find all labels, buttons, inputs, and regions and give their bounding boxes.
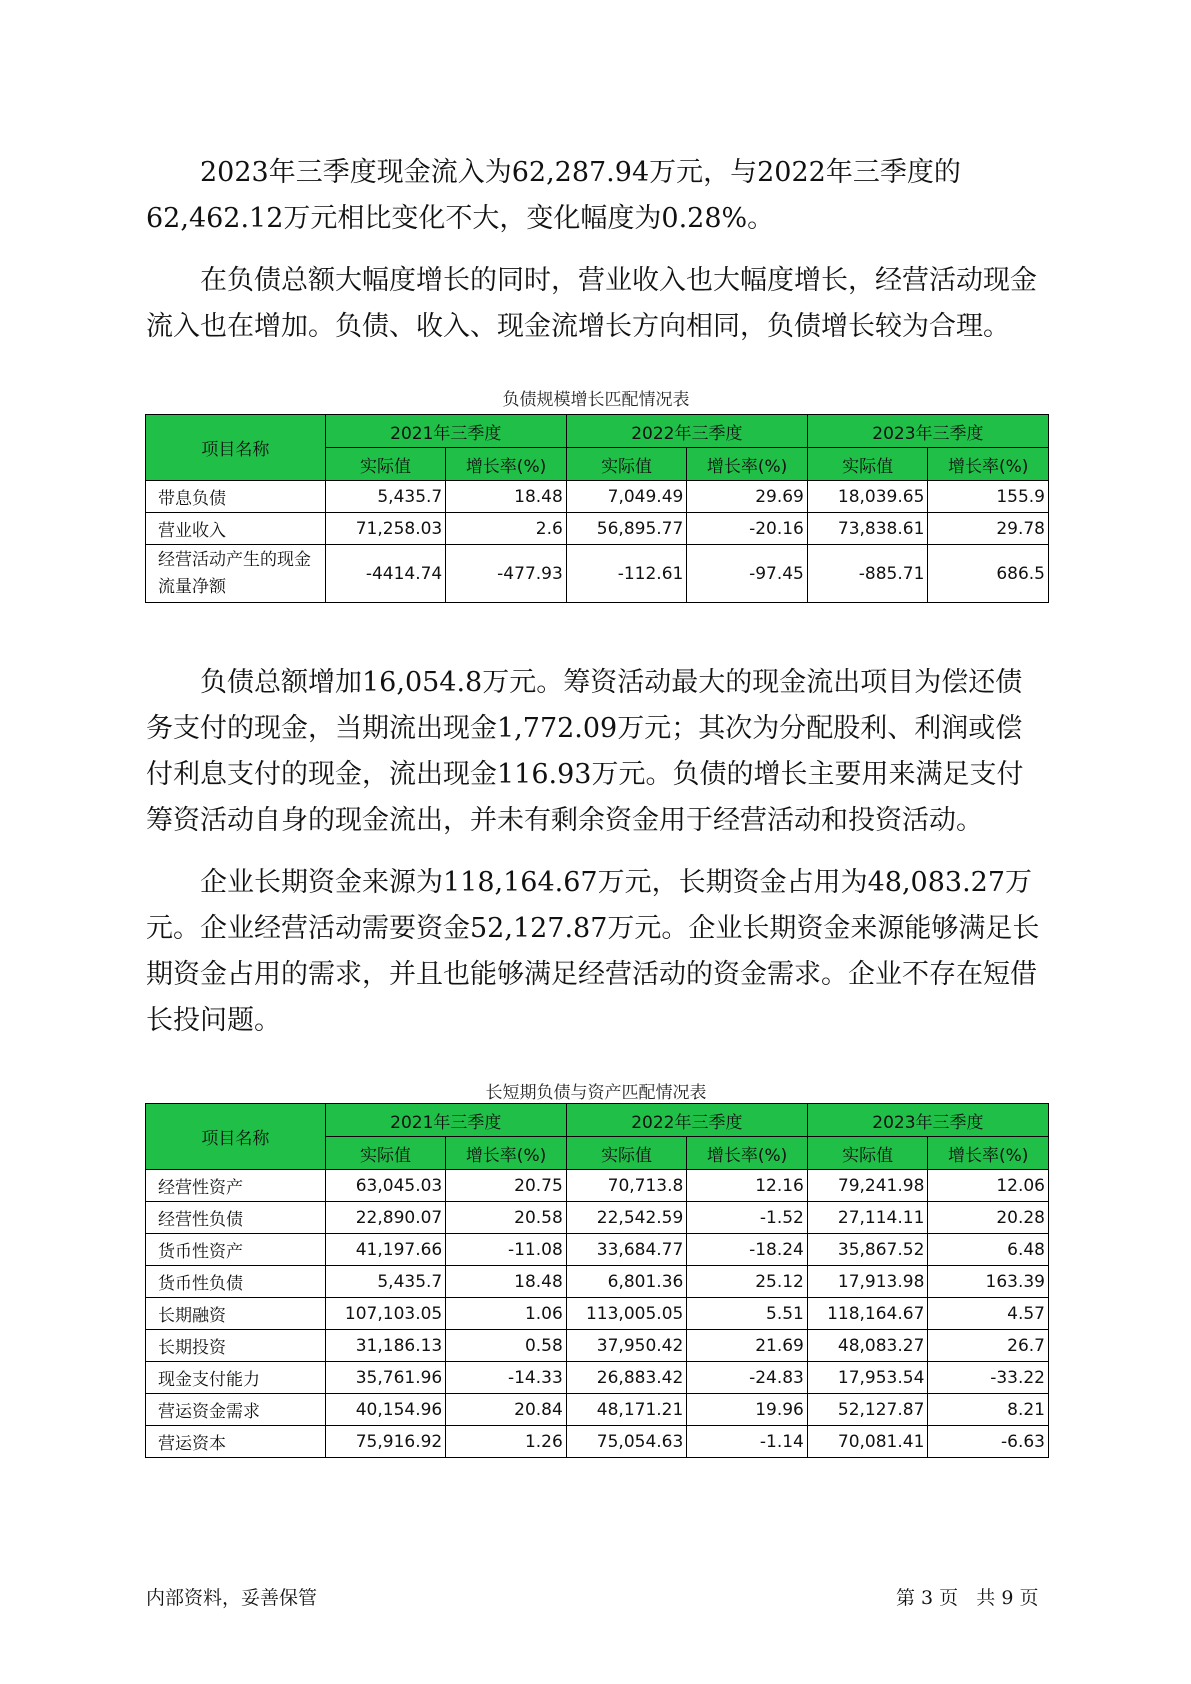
cell-actual-value: 26,883.42 [566, 1362, 687, 1394]
cell-actual-value: 37,950.42 [566, 1330, 687, 1362]
column-header-period: 2021年三季度 [325, 1104, 566, 1137]
cell-growth-rate: 26.7 [928, 1330, 1049, 1362]
cell-growth-rate: 1.06 [446, 1298, 567, 1330]
row-item-name: 长期投资 [146, 1330, 326, 1362]
cell-growth-rate: 5.51 [687, 1298, 808, 1330]
cell-growth-rate: 686.5 [928, 545, 1049, 603]
cell-actual-value: 5,435.7 [325, 1266, 446, 1298]
table-row [146, 1394, 1049, 1426]
cell-actual-value: 75,054.63 [566, 1426, 687, 1458]
table-row [146, 1234, 1049, 1266]
cell-actual-value: -112.61 [566, 545, 687, 603]
cell-actual-value: 17,953.54 [807, 1362, 928, 1394]
cell-growth-rate: -477.93 [446, 545, 567, 603]
cell-actual-value: 56,895.77 [566, 513, 687, 545]
column-header-item-name: 项目名称 [146, 1104, 326, 1170]
row-item-name: 营运资金需求 [146, 1394, 326, 1426]
table-row [146, 481, 1049, 513]
asset-liability-match-table [145, 1103, 1049, 1458]
cell-growth-rate: 12.16 [687, 1170, 808, 1202]
table-row [146, 1426, 1049, 1458]
cell-growth-rate: 25.12 [687, 1266, 808, 1298]
cell-growth-rate: 20.28 [928, 1202, 1049, 1234]
cell-growth-rate: 19.96 [687, 1394, 808, 1426]
row-item-name: 经营活动产生的现金流量净额 [146, 545, 326, 603]
cell-growth-rate: 155.9 [928, 481, 1049, 513]
cell-growth-rate: -20.16 [687, 513, 808, 545]
column-header-actual-value: 实际值 [807, 448, 928, 481]
cell-actual-value: -885.71 [807, 545, 928, 603]
debt-scale-table [145, 414, 1049, 603]
cell-growth-rate: -1.52 [687, 1202, 808, 1234]
table-row [146, 513, 1049, 545]
paragraph-debt-growth: 在负债总额大幅度增长的同时，营业收入也大幅度增长，经营活动现金流入也在增加。负债、收入、现金流增长方向相同，负债增长较为合理。 [146, 265, 1037, 342]
cell-actual-value: 113,005.05 [566, 1298, 687, 1330]
row-item-name: 货币性负债 [146, 1266, 326, 1298]
cell-growth-rate: 6.48 [928, 1234, 1049, 1266]
footer-page-number: 第 3 页 共 9 页 [896, 1587, 1039, 1609]
column-header-period: 2021年三季度 [325, 415, 566, 448]
table-row [146, 1298, 1049, 1330]
column-header-period: 2022年三季度 [566, 1104, 807, 1137]
cell-actual-value: 48,171.21 [566, 1394, 687, 1426]
cell-growth-rate: 1.26 [446, 1426, 567, 1458]
footer-confidential-note: 内部资料，妥善保管 [146, 1587, 318, 1609]
cell-actual-value: 118,164.67 [807, 1298, 928, 1330]
table1-caption: 负债规模增长匹配情况表 [502, 390, 690, 410]
column-header-actual-value: 实际值 [566, 448, 687, 481]
table-row [146, 545, 1049, 603]
column-header-growth-rate: 增长率(%) [687, 1137, 808, 1170]
table-row [146, 1330, 1049, 1362]
row-item-name: 现金支付能力 [146, 1362, 326, 1394]
paragraph-long-term-funds: 企业长期资金来源为118,164.67万元，长期资金占用为48,083.27万元。企业经营活动需要资金52,127.87万元。企业长期资金来源能够满足长期资金占用的需求，并且也能够满足经营活动的资金需求。企业不存在短借长投问题。 [146, 867, 1040, 1036]
cell-actual-value: 31,186.13 [325, 1330, 446, 1362]
cell-actual-value: 48,083.27 [807, 1330, 928, 1362]
cell-actual-value: 18,039.65 [807, 481, 928, 513]
cell-actual-value: 5,435.7 [325, 481, 446, 513]
column-header-actual-value: 实际值 [325, 1137, 446, 1170]
cell-actual-value: 70,713.8 [566, 1170, 687, 1202]
cell-growth-rate: -1.14 [687, 1426, 808, 1458]
table-row [146, 1170, 1049, 1202]
paragraph-cash-inflow: 2023年三季度现金流入为62,287.94万元，与2022年三季度的62,462.12万元相比变化不大，变化幅度为0.28%。 [146, 157, 961, 234]
cell-actual-value: 73,838.61 [807, 513, 928, 545]
cell-actual-value: 6,801.36 [566, 1266, 687, 1298]
cell-growth-rate: 4.57 [928, 1298, 1049, 1330]
cell-actual-value: 40,154.96 [325, 1394, 446, 1426]
column-header-item-name: 项目名称 [146, 415, 326, 481]
cell-actual-value: 41,197.66 [325, 1234, 446, 1266]
cell-actual-value: 107,103.05 [325, 1298, 446, 1330]
cell-actual-value: 70,081.41 [807, 1426, 928, 1458]
column-header-period: 2022年三季度 [566, 415, 807, 448]
cell-growth-rate: 20.84 [446, 1394, 567, 1426]
cell-actual-value: 17,913.98 [807, 1266, 928, 1298]
column-header-growth-rate: 增长率(%) [928, 448, 1049, 481]
cell-growth-rate: 0.58 [446, 1330, 567, 1362]
cell-actual-value: 75,916.92 [325, 1426, 446, 1458]
row-item-name: 经营性资产 [146, 1170, 326, 1202]
table-row [146, 1202, 1049, 1234]
cell-growth-rate: 12.06 [928, 1170, 1049, 1202]
cell-actual-value: 22,542.59 [566, 1202, 687, 1234]
cell-actual-value: 52,127.87 [807, 1394, 928, 1426]
row-item-name: 长期融资 [146, 1298, 326, 1330]
cell-actual-value: 22,890.07 [325, 1202, 446, 1234]
column-header-actual-value: 实际值 [807, 1137, 928, 1170]
table-row [146, 1362, 1049, 1394]
cell-growth-rate: 163.39 [928, 1266, 1049, 1298]
row-item-name: 货币性资产 [146, 1234, 326, 1266]
row-item-name: 营业收入 [146, 513, 326, 545]
row-item-name: 带息负债 [146, 481, 326, 513]
cell-actual-value: 27,114.11 [807, 1202, 928, 1234]
table-row [146, 1266, 1049, 1298]
table-header-row [146, 1104, 1049, 1137]
cell-growth-rate: 2.6 [446, 513, 567, 545]
column-header-growth-rate: 增长率(%) [928, 1137, 1049, 1170]
cell-growth-rate: -14.33 [446, 1362, 567, 1394]
cell-actual-value: -4414.74 [325, 545, 446, 603]
cell-growth-rate: 8.21 [928, 1394, 1049, 1426]
cell-actual-value: 79,241.98 [807, 1170, 928, 1202]
row-item-name: 经营性负债 [146, 1202, 326, 1234]
column-header-actual-value: 实际值 [325, 448, 446, 481]
table-header-row [146, 415, 1049, 448]
cell-growth-rate: 21.69 [687, 1330, 808, 1362]
cell-growth-rate: -33.22 [928, 1362, 1049, 1394]
column-header-period: 2023年三季度 [807, 1104, 1048, 1137]
cell-growth-rate: 18.48 [446, 1266, 567, 1298]
cell-growth-rate: 18.48 [446, 481, 567, 513]
row-item-name: 营运资本 [146, 1426, 326, 1458]
cell-actual-value: 71,258.03 [325, 513, 446, 545]
cell-growth-rate: -24.83 [687, 1362, 808, 1394]
cell-actual-value: 35,761.96 [325, 1362, 446, 1394]
paragraph-financing-outflow: 负债总额增加16,054.8万元。筹资活动最大的现金流出项目为偿还债务支付的现金，当期流出现金1,772.09万元；其次为分配股利、利润或偿付利息支付的现金，流出现金116.93万元。负债的增长主要用来满足支付筹资活动自身的现金流出，并未有剩余资金用于经营活动和投资活动。 [146, 667, 1024, 836]
column-header-growth-rate: 增长率(%) [446, 448, 567, 481]
cell-growth-rate: -6.63 [928, 1426, 1049, 1458]
column-header-period: 2023年三季度 [807, 415, 1048, 448]
cell-actual-value: 35,867.52 [807, 1234, 928, 1266]
cell-growth-rate: 20.75 [446, 1170, 567, 1202]
cell-growth-rate: -97.45 [687, 545, 808, 603]
cell-growth-rate: 29.78 [928, 513, 1049, 545]
cell-actual-value: 63,045.03 [325, 1170, 446, 1202]
cell-growth-rate: -11.08 [446, 1234, 567, 1266]
cell-growth-rate: -18.24 [687, 1234, 808, 1266]
column-header-growth-rate: 增长率(%) [446, 1137, 567, 1170]
cell-actual-value: 7,049.49 [566, 481, 687, 513]
column-header-actual-value: 实际值 [566, 1137, 687, 1170]
cell-actual-value: 33,684.77 [566, 1234, 687, 1266]
cell-growth-rate: 20.58 [446, 1202, 567, 1234]
column-header-growth-rate: 增长率(%) [687, 448, 808, 481]
table2-caption: 长短期负债与资产匹配情况表 [485, 1083, 707, 1103]
cell-growth-rate: 29.69 [687, 481, 808, 513]
